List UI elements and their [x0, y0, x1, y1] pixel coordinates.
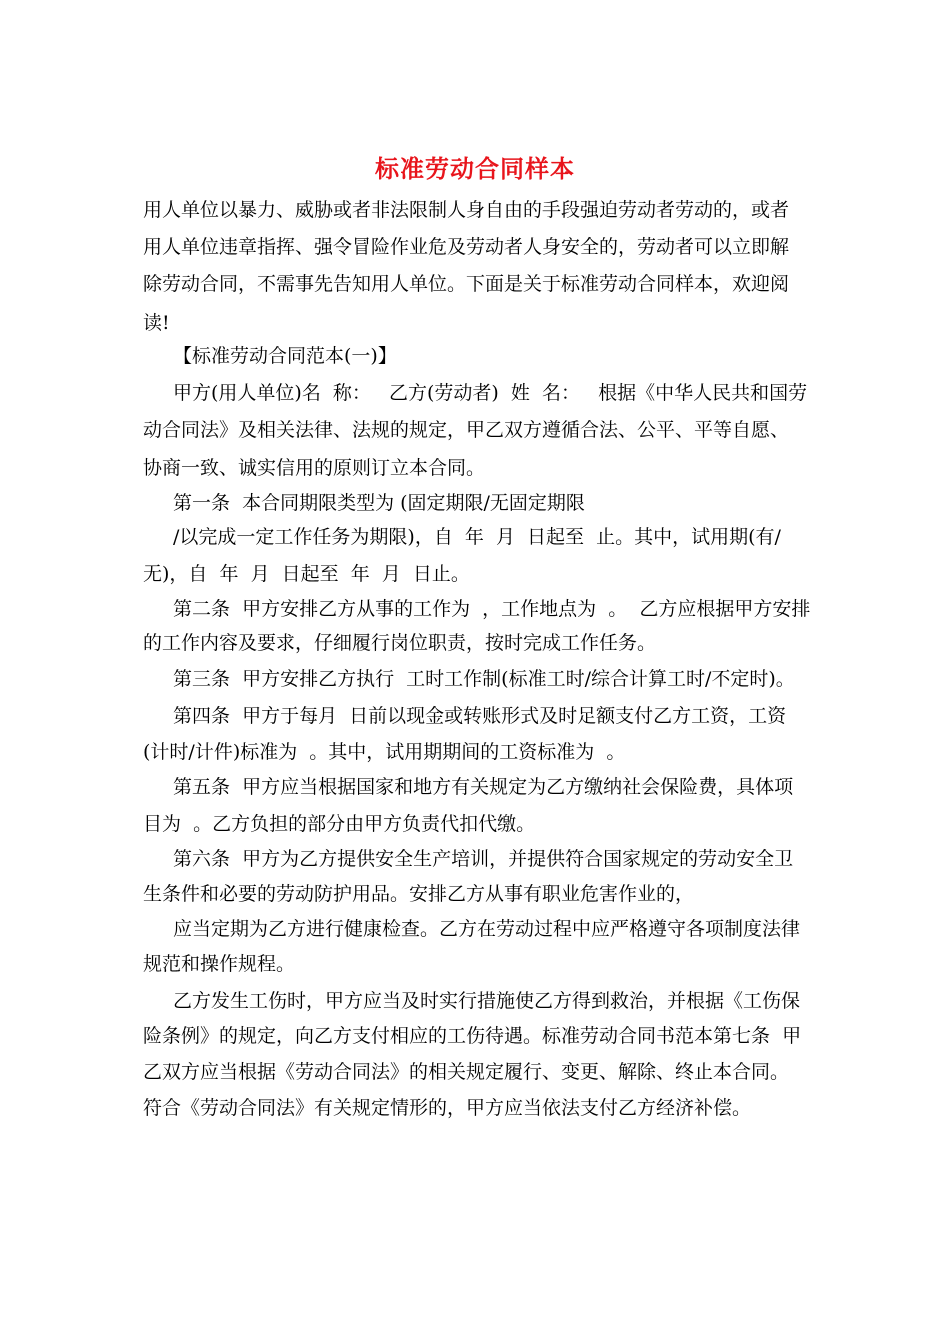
- body-line: 乙方发生工伤时，甲方应当及时实行措施使乙方得到救治，并根据《工伤保: [173, 990, 801, 1012]
- body-line: 生条件和必要的劳动防护用品。安排乙方从事有职业危害作业的，: [143, 883, 695, 905]
- body-line: 规范和操作规程。: [143, 953, 296, 975]
- clause-line: 第二条 甲方安排乙方从事的工作为 ，工作地点为 。 乙方应根据甲方安排: [173, 598, 811, 620]
- body-line: 乙双方应当根据《劳动合同法》的相关规定履行、变更、解除、终止本合同。: [143, 1061, 790, 1083]
- clause-line: 第三条 甲方安排乙方执行 工时工作制(标准工时/综合计算工时/不定时)。: [173, 668, 795, 690]
- body-line: 用人单位违章指挥、强令冒险作业危及劳动者人身安全的，劳动者可以立即解: [143, 236, 790, 258]
- body-line: 除劳动合同，不需事先告知用人单位。下面是关于标准劳动合同样本，欢迎阅: [143, 273, 790, 295]
- body-line: 险条例》的规定，向乙方支付相应的工伤待遇。标准劳动合同书范本第七条 甲: [143, 1025, 802, 1047]
- body-line: 读!: [143, 312, 170, 334]
- clause-line: 第五条 甲方应当根据国家和地方有关规定为乙方缴纳社会保险费，具体项: [173, 776, 794, 798]
- section-heading: 【标准劳动合同范本(一)】: [173, 345, 397, 367]
- body-line: 符合《劳动合同法》有关规定情形的，甲方应当依法支付乙方经济补偿。: [143, 1097, 752, 1119]
- body-line: 甲方(用人单位)名 称： 乙方(劳动者) 姓 名： 根据《中华人民共和国劳: [173, 382, 808, 404]
- body-line: 协商一致、诚实信用的原则订立本合同。: [143, 457, 486, 479]
- clause-line: 第六条 甲方为乙方提供安全生产培训，并提供符合国家规定的劳动安全卫: [173, 848, 794, 870]
- body-line: 用人单位以暴力、威胁或者非法限制人身自由的手段强迫劳动者劳动的，或者: [143, 199, 790, 221]
- body-line: 无)，自 年 月 日起至 年 月 日止。: [143, 563, 470, 585]
- body-line: 目为 。乙方负担的部分由甲方负责代扣代缴。: [143, 813, 536, 835]
- body-line: 的工作内容及要求，仔细履行岗位职责，按时完成工作任务。: [143, 632, 657, 654]
- clause-line: 第四条 甲方于每月 日前以现金或转账形式及时足额支付乙方工资，工资: [173, 705, 787, 727]
- body-line: /以完成一定工作任务为期限)，自 年 月 日起至 止。其中，试用期(有/: [173, 526, 781, 548]
- body-line: 动合同法》及相关法律、法规的规定，甲乙双方遵循合法、公平、平等自愿、: [143, 419, 790, 441]
- body-line: 应当定期为乙方进行健康检查。乙方在劳动过程中应严格遵守各项制度法律: [173, 918, 801, 940]
- clause-line: 第一条 本合同期限类型为 (固定期限/无固定期限: [173, 492, 585, 514]
- body-line: (计时/计件)标准为 。其中，试用期期间的工资标准为 。: [143, 741, 626, 763]
- document-title: 标准劳动合同样本: [375, 154, 575, 183]
